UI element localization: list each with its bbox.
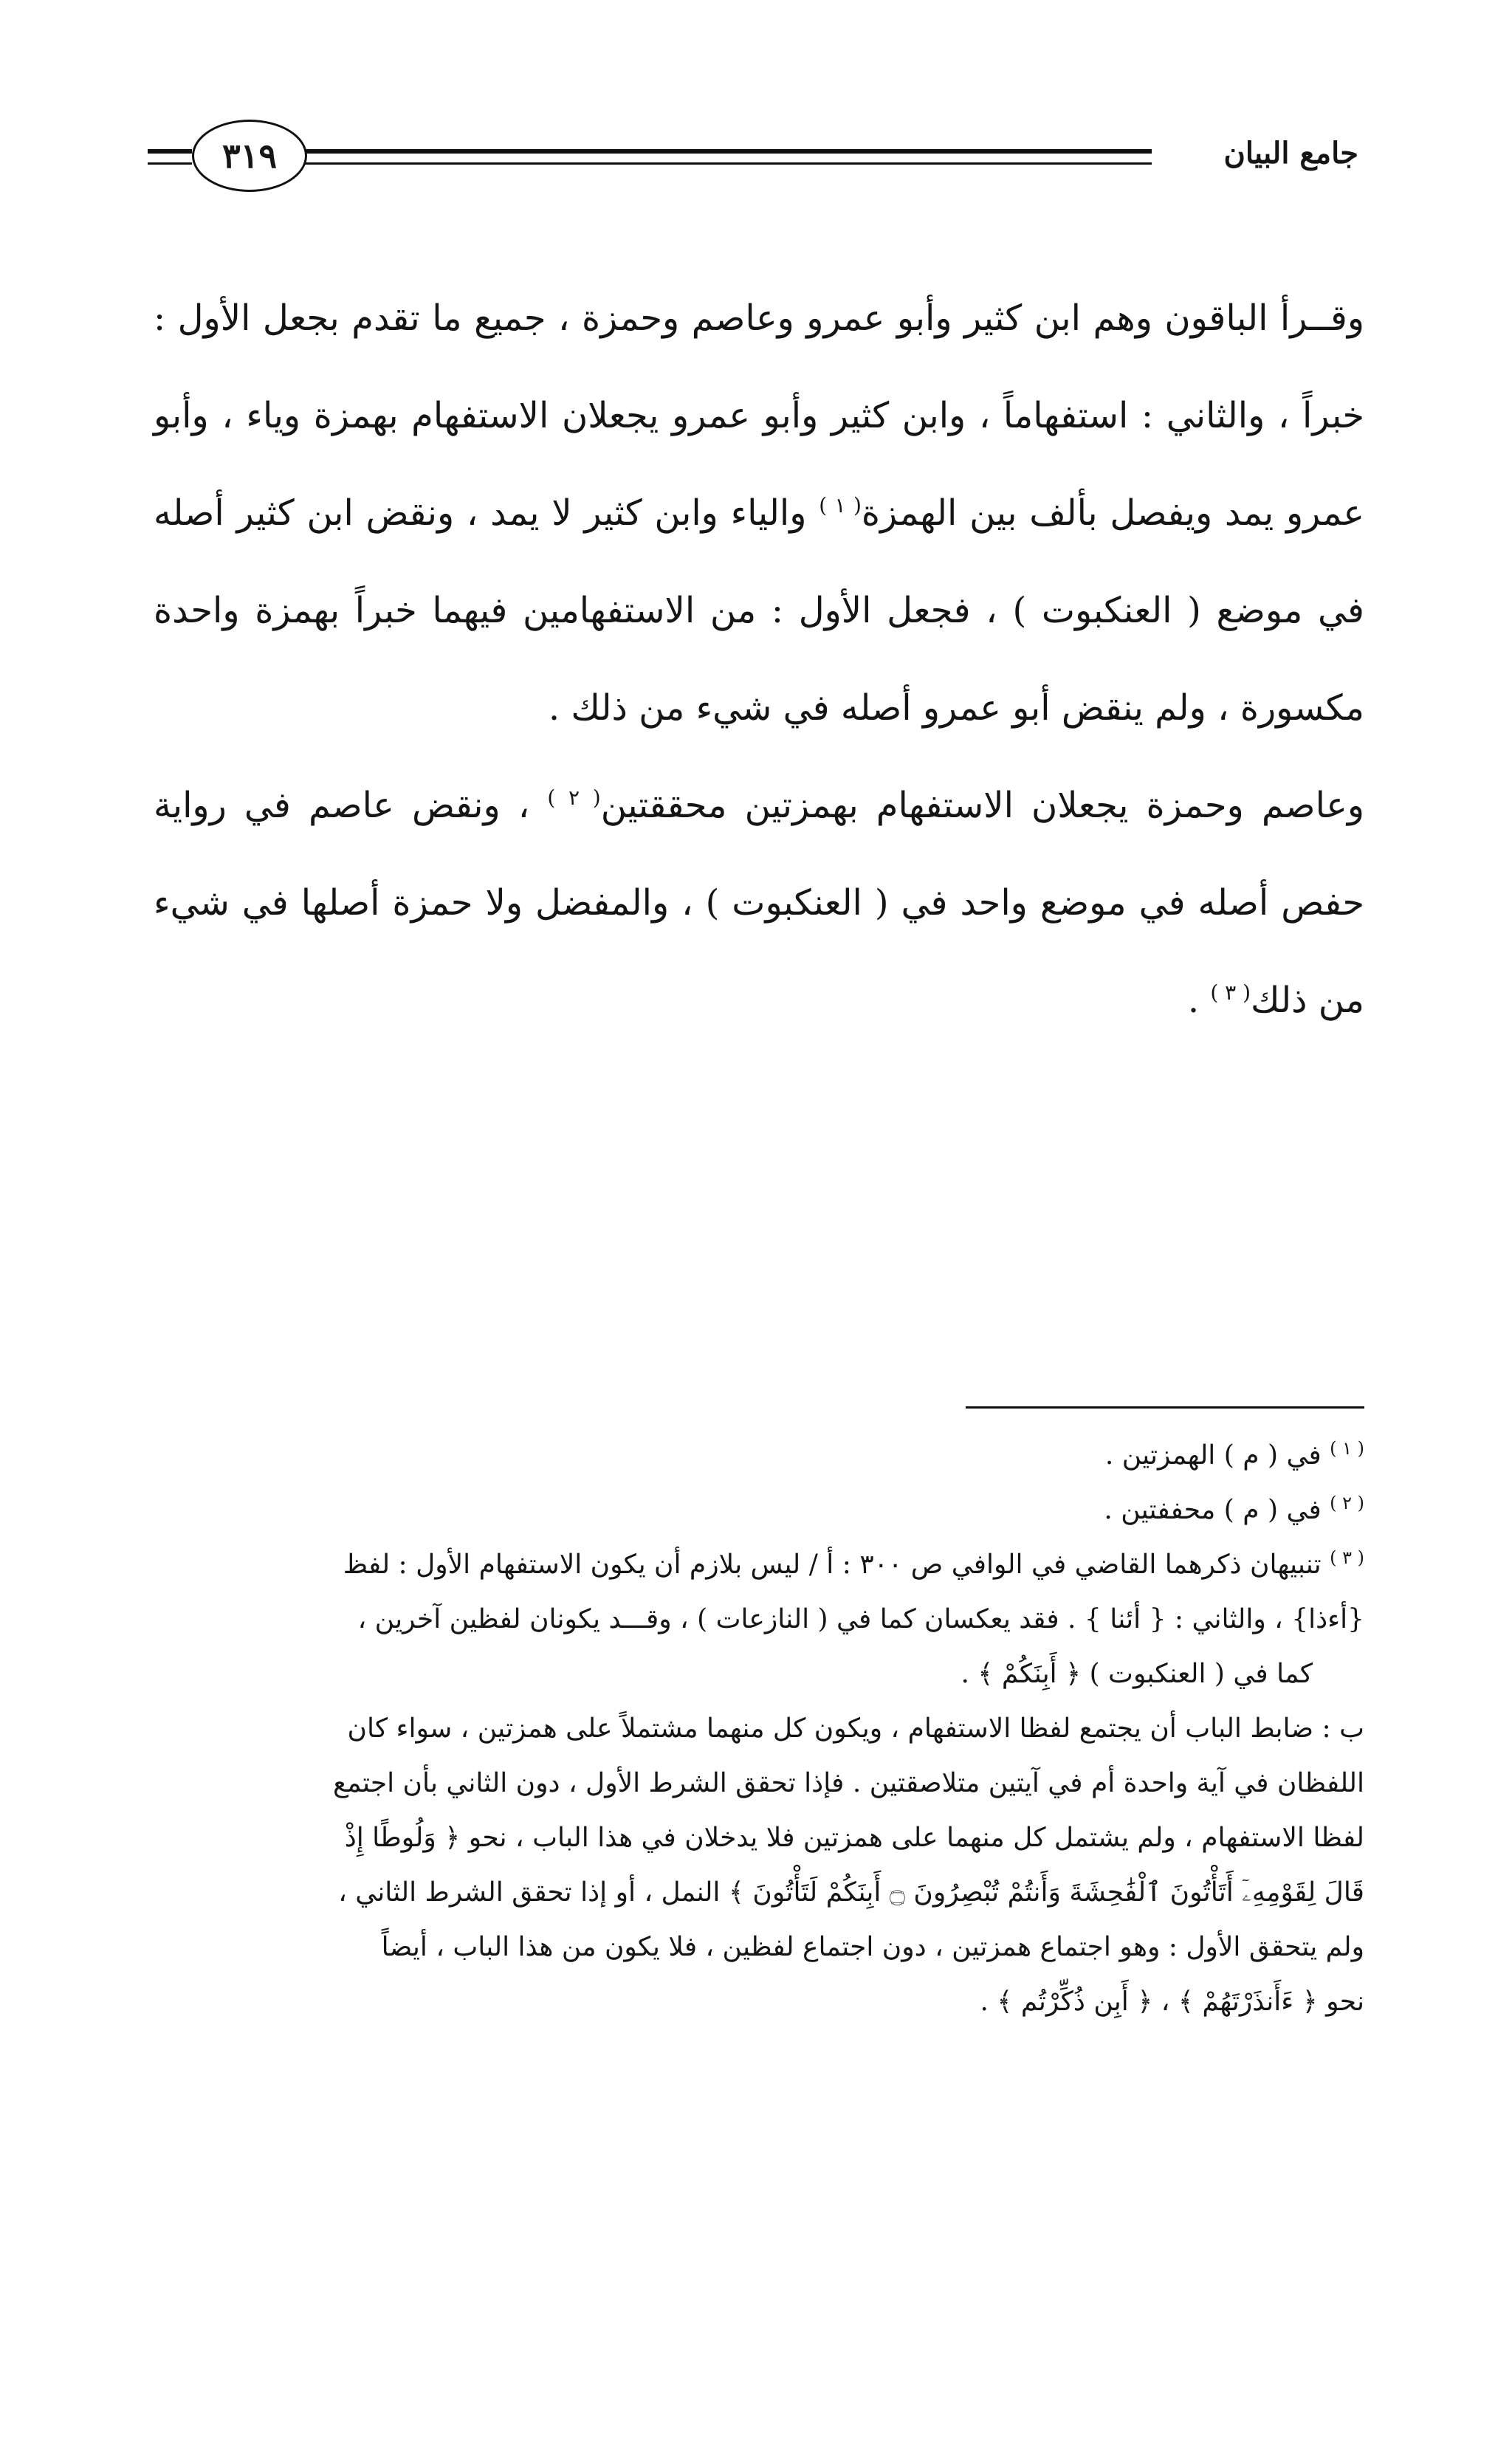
paragraph-1-text: وقــرأ الباقون وهم ابن كثير وأبو عمرو وعاصم وحمزة ، جميع ما تقدم بجعل الأول : خبراً ، والثاني : استفهاماً ، وابن كثير وأبو عمرو يجعلان الاستفهام بهمزة وياء ، وأبو عمرو يمد ويفصل بألف بين الهمزة bbox=[154, 298, 1365, 534]
paragraph-2-text: وعاصم وحمزة يجعلان الاستفهام بهمزتين محققتين bbox=[600, 785, 1365, 826]
footnote-3-line-1 bbox=[154, 1538, 1364, 1592]
footnote-3b-line-5: ولم يتحقق الأول : وهو اجتماع همزتين ، دون اجتماع لفظين ، فلا يكون من هذا الباب ، أيضاً bbox=[381, 1932, 1364, 1962]
main-text bbox=[154, 269, 1364, 1049]
running-title: جامع البيان bbox=[1223, 136, 1358, 171]
footnotes bbox=[154, 1428, 1364, 2029]
footnote-3-text-1: تنبيهان ذكرهما القاضي في الوافي ص ٣٠٠ : أ / ليس بلازم أن يكون الاستفهام الأول : لفظ bbox=[343, 1550, 1322, 1580]
footnote-ref-2: ( ٢ ) bbox=[547, 785, 601, 810]
footnote-ref-1: ( ١ ) bbox=[819, 493, 862, 517]
footnote-2 bbox=[154, 1483, 1364, 1538]
footnote-3-line-3: كما في ( العنكبوت ) ﴿ أَبِنَكُمْ ﴾ . bbox=[961, 1659, 1313, 1689]
paragraph-2-end: . bbox=[1187, 980, 1211, 1021]
header-rule bbox=[303, 149, 1152, 165]
footnote-separator bbox=[966, 1406, 1364, 1409]
page-number bbox=[192, 120, 307, 192]
paragraph-2-cont: ، ونقض عاصم في رواية حفص أصله في موضع واحد في ( العنكبوت ) ، والمفضل ولا حمزة أصلها في شيء من ذلك bbox=[154, 785, 1364, 1021]
footnote-3b-line-3: لفظا الاستفهام ، ولم يشتمل كل منهما على همزتين فلا يدخلان في هذا الباب ، نحو ﴿ وَلُوطًا إِذْ bbox=[344, 1823, 1364, 1853]
paragraph-1-cont: والياء وابن كثير لا يمد ، ونقض ابن كثير أصله في موضع ( العنكبوت ) ، فجعل الأول : من الاستفهامين فيهما خبراً بهمزة واحدة مكسورة ، ولم ينقض أبو عمرو أصله في شيء من ذلك . bbox=[154, 492, 1364, 729]
footnote-2-mark: ( ٢ ) bbox=[1330, 1493, 1364, 1513]
header-rule-left bbox=[148, 149, 192, 165]
footnote-ref-3: ( ٣ ) bbox=[1210, 980, 1251, 1005]
footnote-1-mark: ( ١ ) bbox=[1330, 1438, 1364, 1459]
footnote-3b-line-4: قَالَ لِقَوْمِهِۦٓ أَتَأْتُونَ ٱلْفَٰحِشَةَ وَأَنتُمْ تُبْصِرُونَ ۝ أَبِنَكُمْ لَتَأْتُونَ ﴾ النمل ، أو إذا تحقق الشرط الثاني ، bbox=[338, 1877, 1364, 1908]
footnote-1-text: في ( م ) الهمزتين . bbox=[1104, 1440, 1322, 1471]
footnote-1 bbox=[154, 1428, 1364, 1483]
footnote-2-text: في ( م ) محففتين . bbox=[1104, 1495, 1322, 1525]
page-header bbox=[148, 111, 1358, 199]
footnote-3b-line-2: اللفظان في آية واحدة أم في آيتين متلاصقتين . فإذا تحقق الشرط الأول ، دون الثاني بأن اجتمع bbox=[333, 1768, 1364, 1798]
footnote-3-mark: ( ٣ ) bbox=[1330, 1547, 1364, 1568]
paragraph-2 bbox=[154, 757, 1364, 1049]
footnote-3-line-2: {أءذا} ، والثاني : { أئنا } . فقد يعكسان كما في ( النازعات ) ، وقـــد يكونان لفظين آخرين ، bbox=[357, 1604, 1364, 1634]
paragraph-1 bbox=[154, 269, 1364, 757]
footnote-3b-line-6: نحو ﴿ ءَأَنذَرْتَهُمْ ﴾ ، ﴿ أَبِن ذُكِّرْتُم ﴾ . bbox=[980, 1987, 1364, 2017]
footnote-3b-line-1: ب : ضابط الباب أن يجتمع لفظا الاستفهام ، ويكون كل منهما مشتملاً على همزتين ، سواء كان bbox=[347, 1713, 1364, 1744]
page-number-text: ٣١٩ bbox=[221, 136, 278, 176]
